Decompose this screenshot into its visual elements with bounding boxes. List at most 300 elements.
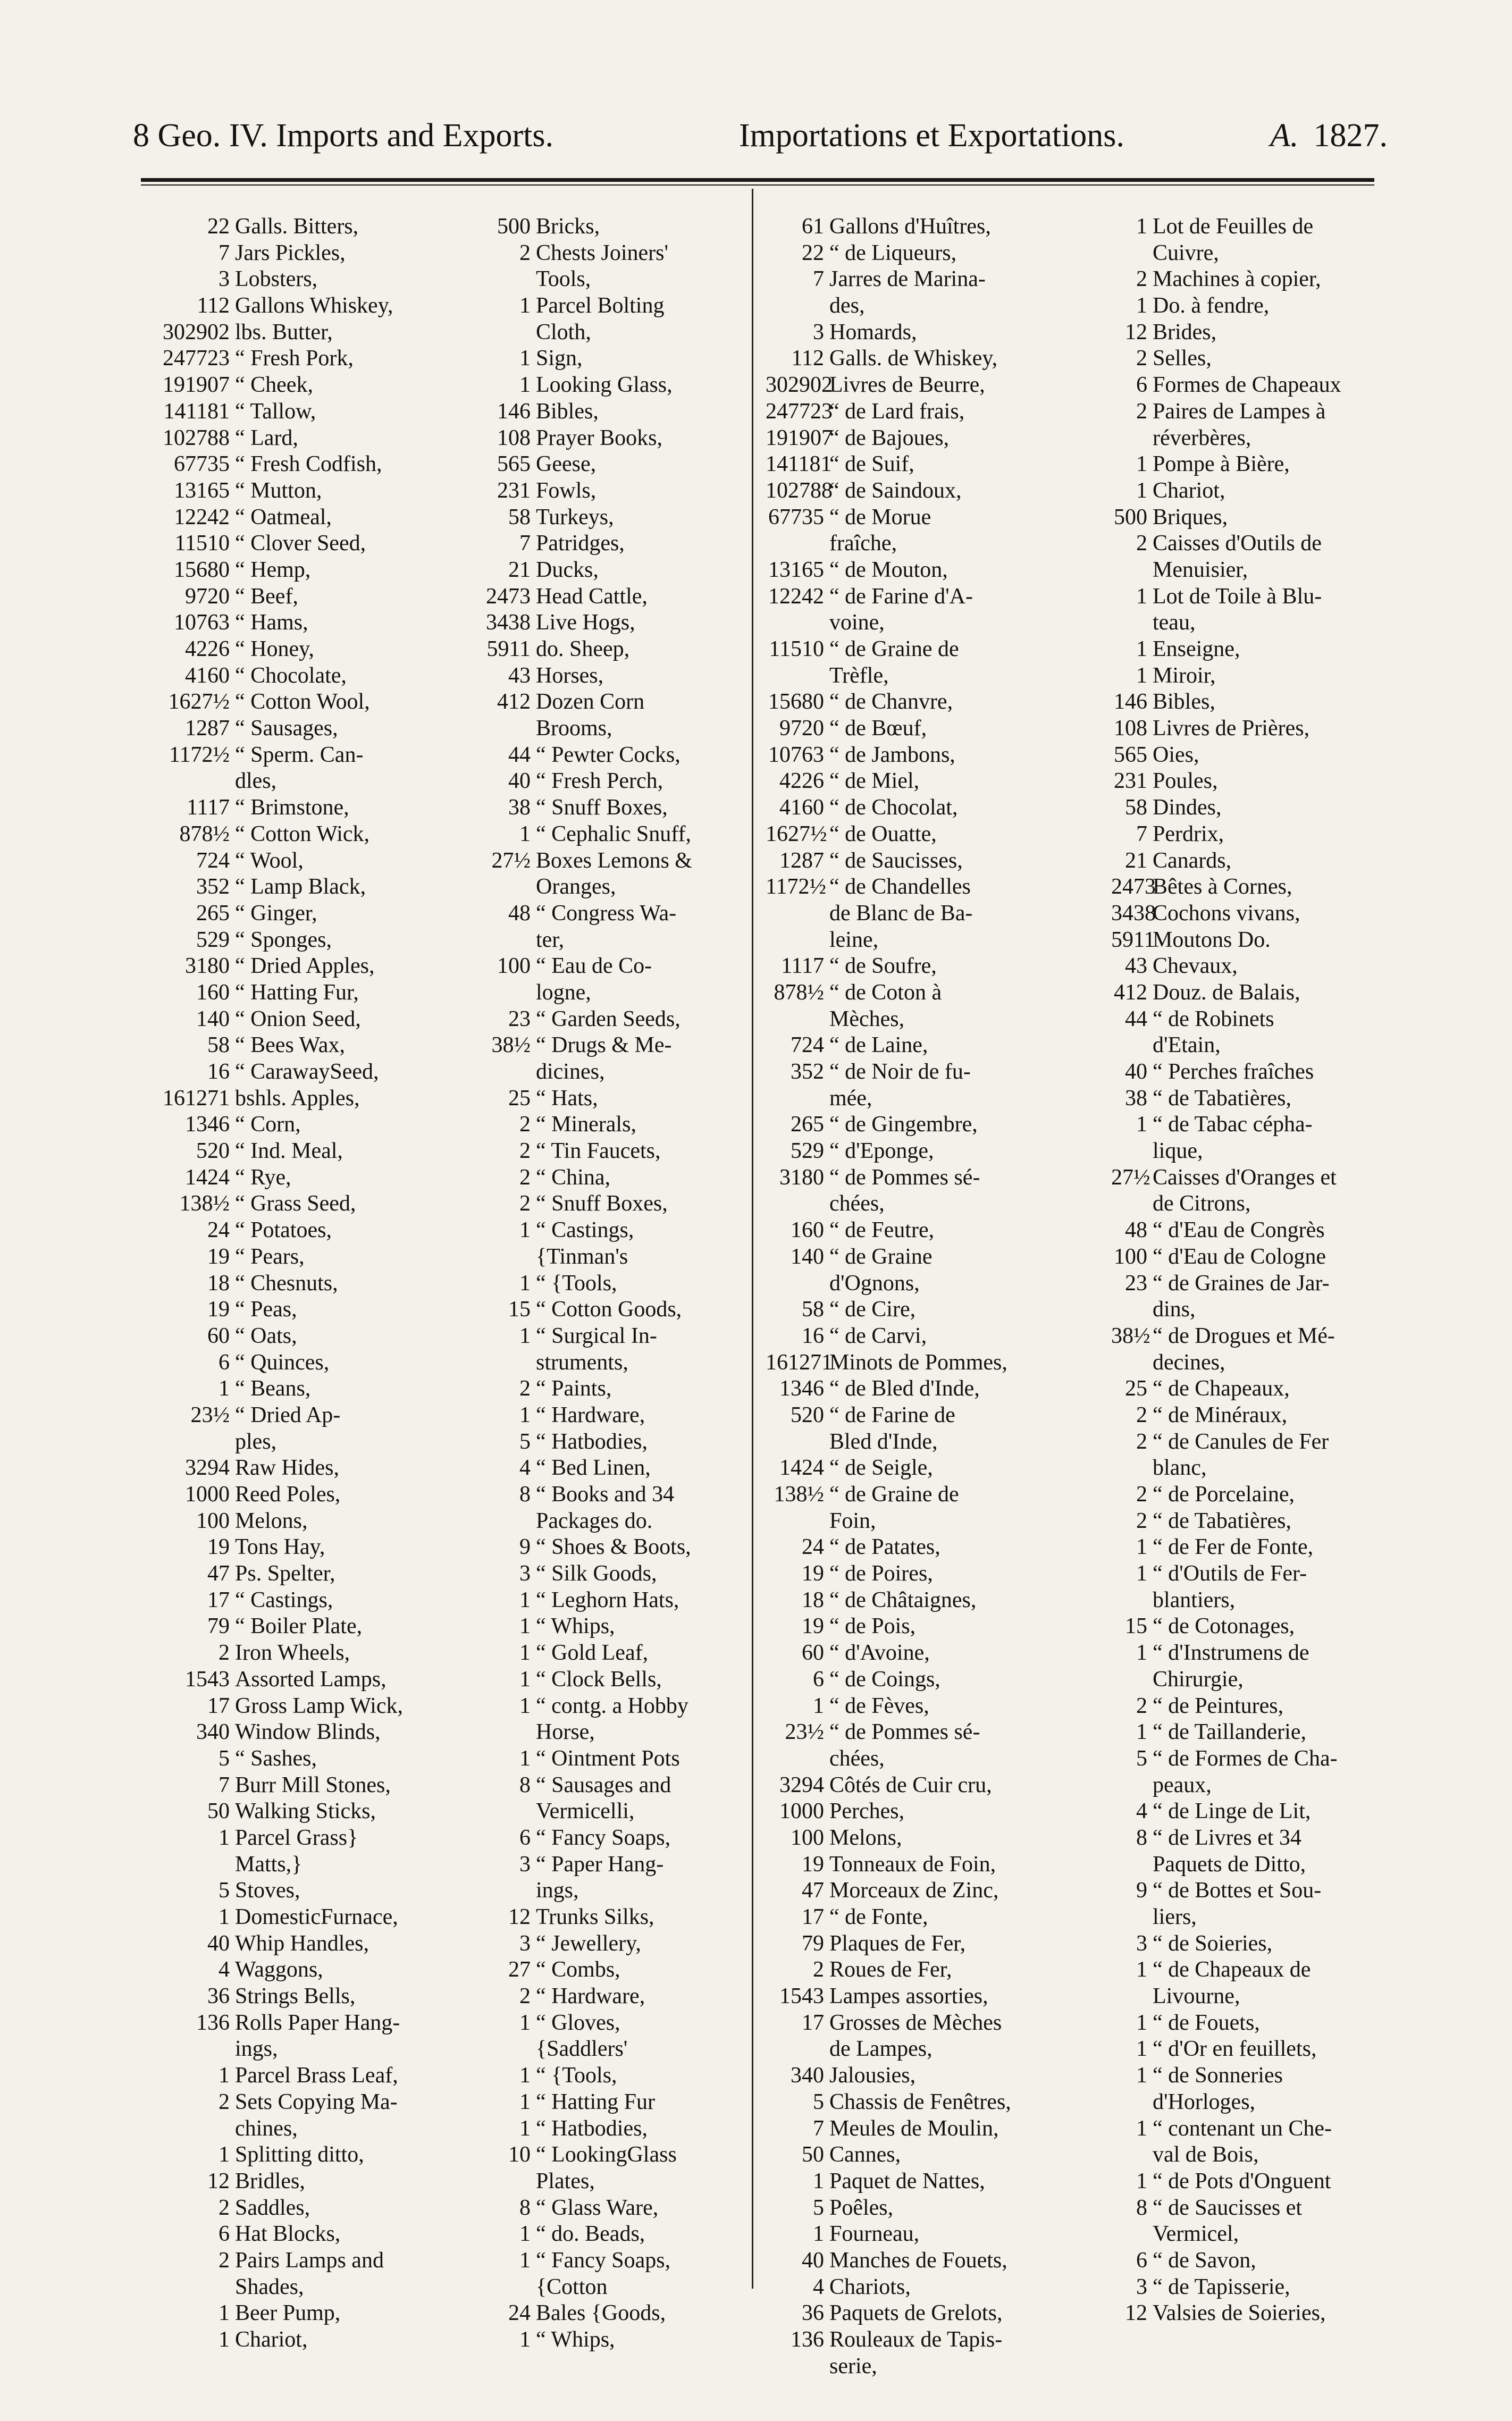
item-description: “ de Saindoux, [829,478,962,503]
item-quantity: 3 [813,320,824,344]
item-quantity [463,1798,531,1825]
list-item [766,1217,1106,1244]
item-description: Mèches, [829,1006,905,1031]
item-quantity: 4 [219,1957,230,1982]
list-item [134,716,453,742]
list-item [463,531,739,557]
item-quantity [463,874,531,901]
list-item [1111,240,1388,267]
item-quantity: 58 [207,1033,230,1058]
item-quantity: 4226 [185,637,230,661]
list-item [463,2195,739,2222]
item-description: “ Sperm. Can- [235,742,364,767]
list-item [1111,2195,1388,2222]
item-description: “ Clover Seed, [235,531,366,556]
list-item [134,953,453,980]
item-description: Vermicel, [1153,2222,1239,2247]
list-item [766,1376,1106,1402]
item-quantity [463,980,531,1006]
list-item [463,1561,739,1587]
item-description: “ Garden Seeds, [536,1006,681,1031]
header-french: Importations et Exportations. [739,117,1124,154]
item-description: “ contg. a Hobby [536,1693,688,1718]
item-description: Manches de Fouets, [829,2248,1007,2273]
item-description: “ Eau de Co- [536,954,652,979]
item-description: Caisses d'Outils de [1153,531,1322,556]
item-description: “ Castings, [536,1218,634,1243]
item-description: Bled d'Inde, [829,1429,938,1454]
item-description: “ Pears, [235,1244,305,1269]
list-item [766,2168,1106,2195]
item-quantity: 2 [219,1641,230,1666]
item-quantity: 146 [1114,690,1147,714]
list-item [1111,1746,1388,1772]
item-quantity: 565 [1114,742,1147,767]
item-description: Galls. Bitters, [235,214,359,239]
item-quantity: 878½ [774,980,824,1005]
list-item [766,293,1106,320]
item-description: liers, [1153,1905,1197,1929]
item-description: d'Etain, [1153,1033,1221,1058]
item-quantity: 8 [1136,2195,1147,2220]
item-description: “ de Chapeaux, [1153,1376,1290,1401]
item-quantity: 3 [1136,2274,1147,2299]
item-description: Cuivre, [1153,240,1219,265]
list-item [463,1297,739,1323]
item-quantity: 1000 [779,1799,824,1824]
list-item [134,266,453,293]
list-item [766,399,1106,425]
item-quantity [134,2274,230,2301]
item-description: Morceaux de Zinc, [829,1878,999,1903]
list-item [1111,1323,1388,1350]
item-quantity [463,1878,531,1904]
list-item [134,1376,453,1402]
item-description: des, [829,293,865,318]
item-quantity [766,1271,824,1297]
item-description: Côtés de Cuir cru, [829,1772,992,1797]
item-quantity: 1 [1136,2168,1147,2193]
list-item [766,1904,1106,1931]
list-item [134,1534,453,1561]
item-quantity: 50 [802,2142,824,2167]
list-item [1111,1455,1388,1482]
list-item [766,1244,1106,1271]
list-item [766,1957,1106,1983]
item-description: “ Whips, [536,2327,615,2352]
item-description: Bibles, [536,399,599,424]
list-item [463,1746,739,1772]
item-description: Lot de Feuilles de [1153,214,1314,239]
item-quantity: 302902 [163,320,230,344]
item-description: ings, [536,1878,579,1903]
list-item [134,1455,453,1482]
item-description: “ de Graine de [829,1482,959,1507]
list-item [1111,689,1388,716]
item-description: “ de Fonte, [829,1905,928,1929]
list-item [463,2036,739,2063]
item-description: mée, [829,1086,872,1111]
item-description: “ de Savon, [1153,2248,1256,2273]
item-quantity: 1 [519,1402,531,1427]
list-item [1111,1613,1388,1640]
item-quantity: 2 [519,1112,531,1137]
list-item [134,214,453,240]
item-description: “ de Graine de [829,637,959,661]
item-description: “ Snuff Boxes, [536,795,668,820]
list-item [134,2300,453,2327]
item-description: d'Ognons, [829,1271,920,1296]
item-quantity [463,1350,531,1376]
item-description: Iron Wheels, [235,1641,350,1666]
item-quantity [134,1852,230,1878]
item-description: Plaques de Fer, [829,1931,966,1956]
item-description: “ Clock Bells, [536,1667,662,1692]
item-description: “ Dried Apples, [235,954,375,979]
list-item [463,874,739,901]
item-description: struments, [536,1350,628,1375]
item-quantity: 9 [1136,1878,1147,1903]
list-item [463,399,739,425]
item-quantity: 100 [791,1825,824,1850]
list-item [1111,399,1388,425]
list-item [134,2116,453,2142]
item-description: “ Hats, [536,1086,598,1111]
list-item [766,1640,1106,1667]
item-quantity: 1 [519,1667,531,1692]
item-description: Ps. Spelter, [235,1561,335,1586]
item-quantity: 18 [802,1587,824,1612]
list-item [766,1772,1106,1799]
item-quantity: 565 [497,452,531,477]
item-quantity: 1117 [187,795,230,820]
header-rule [141,178,1374,182]
item-description: “ Sausages, [235,716,338,741]
list-item [1111,2274,1388,2301]
item-quantity: 724 [196,848,230,873]
list-item [766,320,1106,346]
item-description: de Blanc de Ba- [829,901,973,926]
list-item [766,1693,1106,1720]
item-description: Livourne, [1153,1984,1240,2009]
list-item [463,214,739,240]
list-item [1111,927,1388,954]
item-quantity: 79 [207,1614,230,1639]
item-quantity: 1 [519,2116,531,2141]
list-item [463,927,739,954]
item-quantity [463,1719,531,1746]
item-description: peaux, [1153,1772,1212,1797]
list-item [766,927,1106,954]
list-item [1111,1825,1388,1852]
item-quantity: 25 [508,1086,531,1111]
list-item [463,1086,739,1112]
list-item [134,874,453,901]
item-quantity: 160 [791,1218,824,1243]
list-item [463,2300,739,2327]
item-quantity: 1 [1136,637,1147,661]
item-description: Cochons vivans, [1153,901,1300,926]
item-description: Paquets de Ditto, [1153,1852,1306,1877]
item-description: Livres de Prières, [1153,716,1310,741]
item-quantity: 19 [802,1614,824,1639]
item-quantity: 61 [802,214,824,239]
item-description: Parcel Bolting [536,293,665,318]
item-quantity: 1 [519,821,531,846]
item-quantity [463,320,531,346]
list-item [463,1350,739,1376]
item-description: “ Quinces, [235,1350,330,1375]
list-item [134,425,453,452]
item-description: “ de Farine de [829,1402,955,1427]
item-quantity [463,1508,531,1535]
list-item [766,557,1106,584]
list-item [463,768,739,795]
item-quantity: 265 [196,901,230,926]
item-description: Horses, [536,663,604,688]
list-item [766,2195,1106,2222]
list-item [134,1482,453,1508]
list-item [463,1931,739,1957]
item-quantity: 1543 [779,1984,824,2009]
item-quantity: 1 [1136,1535,1147,1560]
item-quantity: 38 [1125,1086,1147,1111]
item-quantity: 44 [1125,1006,1147,1031]
list-item [1111,557,1388,584]
item-quantity: 302902 [766,373,833,398]
item-description: decines, [1153,1350,1225,1375]
item-quantity: 1 [219,2063,230,2088]
item-description: dles, [235,769,277,794]
item-description: “ d'Eponge, [829,1139,934,1164]
item-description: “ Hams, [235,610,308,635]
item-quantity: 4 [519,1456,531,1481]
list-item [766,821,1106,848]
list-item [134,1693,453,1720]
item-description: Machines à copier, [1153,267,1321,292]
item-quantity: 1 [1136,1720,1147,1745]
item-description: lbs. Butter, [235,320,333,344]
item-quantity: 141181 [766,452,832,477]
item-description: “ Beans, [235,1376,311,1401]
item-description: “ Ointment Pots [536,1746,680,1771]
item-description: {Cotton [536,2274,608,2299]
item-description: “ de Sonneries [1153,2063,1283,2088]
item-description: dicines, [536,1060,605,1084]
list-item [766,425,1106,452]
list-item [134,505,453,531]
list-item [1111,1931,1388,1957]
item-quantity: 16 [207,1060,230,1084]
item-quantity: 140 [196,1006,230,1031]
list-item [1111,742,1388,769]
item-quantity: 2 [519,1191,531,1216]
item-description: Stoves, [235,1878,300,1903]
list-item [766,2221,1106,2248]
item-description: Lot de Toile à Blu- [1153,584,1322,609]
list-item [134,1613,453,1640]
item-description: Galls. de Whiskey, [829,346,998,371]
list-item [463,372,739,399]
list-item [463,1138,739,1165]
item-quantity: 1 [1136,1561,1147,1586]
list-item [463,451,739,478]
item-description: Assorted Lamps, [235,1667,387,1692]
item-quantity: 160 [196,980,230,1005]
item-quantity: 2 [1136,1429,1147,1454]
item-quantity: 27 [508,1957,531,1982]
item-quantity: 16 [802,1323,824,1348]
list-item [463,610,739,636]
list-item [1111,320,1388,346]
item-quantity: 13165 [768,557,824,582]
list-item [766,1613,1106,1640]
item-quantity [1111,1455,1147,1482]
item-description: Trèfle, [829,663,889,688]
item-description: “ Chocolate, [235,663,347,688]
list-item [1111,1032,1388,1059]
list-item [134,663,453,690]
item-quantity: 231 [1114,769,1147,794]
list-item [766,1086,1106,1112]
item-quantity: 9 [519,1535,531,1560]
list-item [134,768,453,795]
list-item [766,2327,1106,2353]
item-description: “ de Pots d'Onguent [1153,2168,1331,2193]
item-quantity: 2473 [486,584,531,609]
list-item [134,531,453,557]
item-quantity [1111,1587,1147,1614]
item-description: “ de Fèves, [829,1693,929,1718]
list-item [766,1112,1106,1138]
item-description: Perdrix, [1153,821,1224,846]
item-quantity [766,901,824,927]
list-item [463,1165,739,1191]
item-description: “ de Taillanderie, [1153,1720,1306,1745]
item-quantity: 1346 [779,1376,824,1401]
item-description: do. Sheep, [536,637,630,661]
list-item [766,980,1106,1006]
item-description: Looking Glass, [536,373,673,398]
item-quantity: 1 [519,2248,531,2273]
item-quantity: 1 [813,2222,824,2247]
item-quantity: 15 [1125,1614,1147,1639]
item-description: Fourneau, [829,2222,920,2247]
english-imports-column-1 [134,214,453,2353]
item-quantity: 1543 [185,1667,230,1692]
item-description: Splitting ditto, [235,2142,364,2167]
list-item [134,1059,453,1086]
item-quantity: 1 [1136,478,1147,503]
item-description: “ Fresh Codfish, [235,452,382,477]
list-item [766,1455,1106,1482]
list-item [134,1957,453,1983]
list-item [463,1534,739,1561]
item-description: “ Paints, [536,1376,612,1401]
list-item [134,293,453,320]
item-quantity [1111,1350,1147,1376]
item-quantity: 340 [791,2063,824,2088]
item-quantity [766,1429,824,1456]
item-quantity: 4226 [779,769,824,794]
item-quantity: 1 [519,2010,531,2035]
item-quantity: 19 [207,1297,230,1322]
item-description: “ d'Or en feuillets, [1153,2037,1317,2062]
item-description: “ Fresh Pork, [235,346,354,371]
item-quantity: 1000 [185,1482,230,1507]
list-item [1111,293,1388,320]
list-item [463,1376,739,1402]
item-quantity: 9720 [185,584,230,609]
item-description: Dozen Corn [536,690,645,714]
item-quantity: 47 [207,1561,230,1586]
item-description: Jarres de Marina- [829,267,986,292]
item-description: “ Ginger, [235,901,317,926]
item-description: chées, [829,1746,885,1771]
item-description: Tonneaux de Foin, [829,1852,996,1877]
item-description: serie, [829,2353,877,2378]
list-item [1111,1482,1388,1508]
list-item [1111,1798,1388,1825]
list-item [134,320,453,346]
item-quantity: 11510 [769,637,824,661]
list-item [463,2168,739,2195]
item-description: Melons, [235,1508,308,1533]
item-quantity: 10763 [174,610,230,635]
item-description: Formes de Chapeaux [1153,373,1341,398]
item-description: “ de Linge de Lit, [1153,1799,1311,1824]
item-quantity: 2 [1136,1402,1147,1427]
list-item [766,1983,1106,2010]
item-description: “ Cephalic Snuff, [536,821,691,846]
list-item [1111,584,1388,610]
item-quantity: 36 [802,2301,824,2326]
item-quantity [463,1059,531,1086]
item-description: Moutons Do. [1153,927,1271,952]
item-quantity: 1 [1136,2063,1147,2088]
list-item [1111,2221,1388,2248]
item-quantity: 8 [1136,1825,1147,1850]
list-item [766,2089,1106,2116]
item-quantity: 100 [1114,1244,1147,1269]
item-quantity: 352 [791,1060,824,1084]
list-item [766,1297,1106,1323]
item-quantity: 18 [207,1271,230,1296]
item-description: “ de Bled d'Inde, [829,1376,980,1401]
item-description: “ Lard, [235,425,298,450]
item-description: ter, [536,927,565,952]
list-item [1111,1772,1388,1799]
list-item [463,636,739,663]
item-description: ings, [235,2037,278,2062]
item-quantity: 36 [207,1984,230,2009]
list-item [766,2116,1106,2142]
list-item [1111,1429,1388,1456]
list-item [463,1482,739,1508]
list-item [463,2010,739,2037]
item-quantity: 58 [508,505,531,529]
header-year [1270,114,1388,157]
item-description: “ de Miel, [829,769,920,794]
item-quantity: 1287 [185,716,230,741]
list-item [134,1138,453,1165]
item-description: Do. à fendre, [1153,293,1270,318]
list-item [1111,1376,1388,1402]
item-quantity [1111,425,1147,452]
item-quantity: 520 [196,1139,230,1164]
item-quantity: 247723 [163,346,230,371]
item-quantity: 1172½ [766,875,826,900]
